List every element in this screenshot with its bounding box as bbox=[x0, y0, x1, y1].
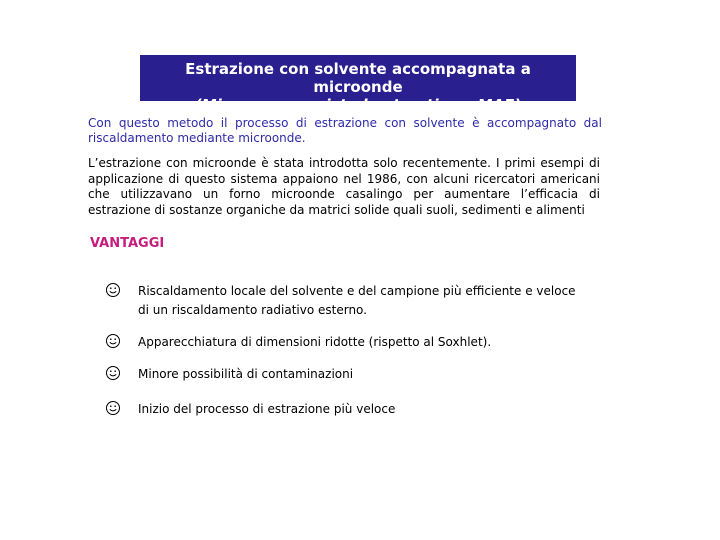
intro-paragraph: Con questo metodo il processo di estrazione con solvente è accompagnato dal riscaldamento mediante microonde. bbox=[88, 116, 602, 145]
advantage-text: Inizio del processo di estrazione più veloce bbox=[138, 402, 396, 416]
smiley-icon bbox=[105, 400, 121, 416]
vantaggi-heading: VANTAGGI bbox=[90, 236, 165, 251]
advantage-text: Apparecchiatura di dimensioni ridotte (rispetto al Soxhlet). bbox=[138, 335, 492, 349]
smiley-icon bbox=[105, 282, 121, 298]
smiley-icon bbox=[105, 365, 121, 381]
history-paragraph: L’estrazione con microonde è stata introdotta solo recentemente. I primi esempi di applicazione di questo sistema appaiono nel 1986, con alcuni ricercatori americani che utilizzavano un forno microonde casalingo per aumentare l’efficacia di estrazione di sostanze organiche da matrici solide quali suoli, sedimenti e alimenti bbox=[88, 156, 600, 217]
advantage-text: Riscaldamento locale del solvente e del campione più efficiente e veloce di un riscaldamento radiativo esterno. bbox=[138, 284, 576, 317]
title-banner bbox=[140, 55, 576, 114]
smiley-icon bbox=[105, 333, 121, 349]
title-subtitle: (Microwave assisted extraction – MAE) bbox=[194, 96, 522, 114]
title-main: Estrazione con solvente accompagnata a microonde bbox=[185, 60, 531, 96]
advantage-text: Minore possibilità di contaminazioni bbox=[138, 367, 354, 381]
